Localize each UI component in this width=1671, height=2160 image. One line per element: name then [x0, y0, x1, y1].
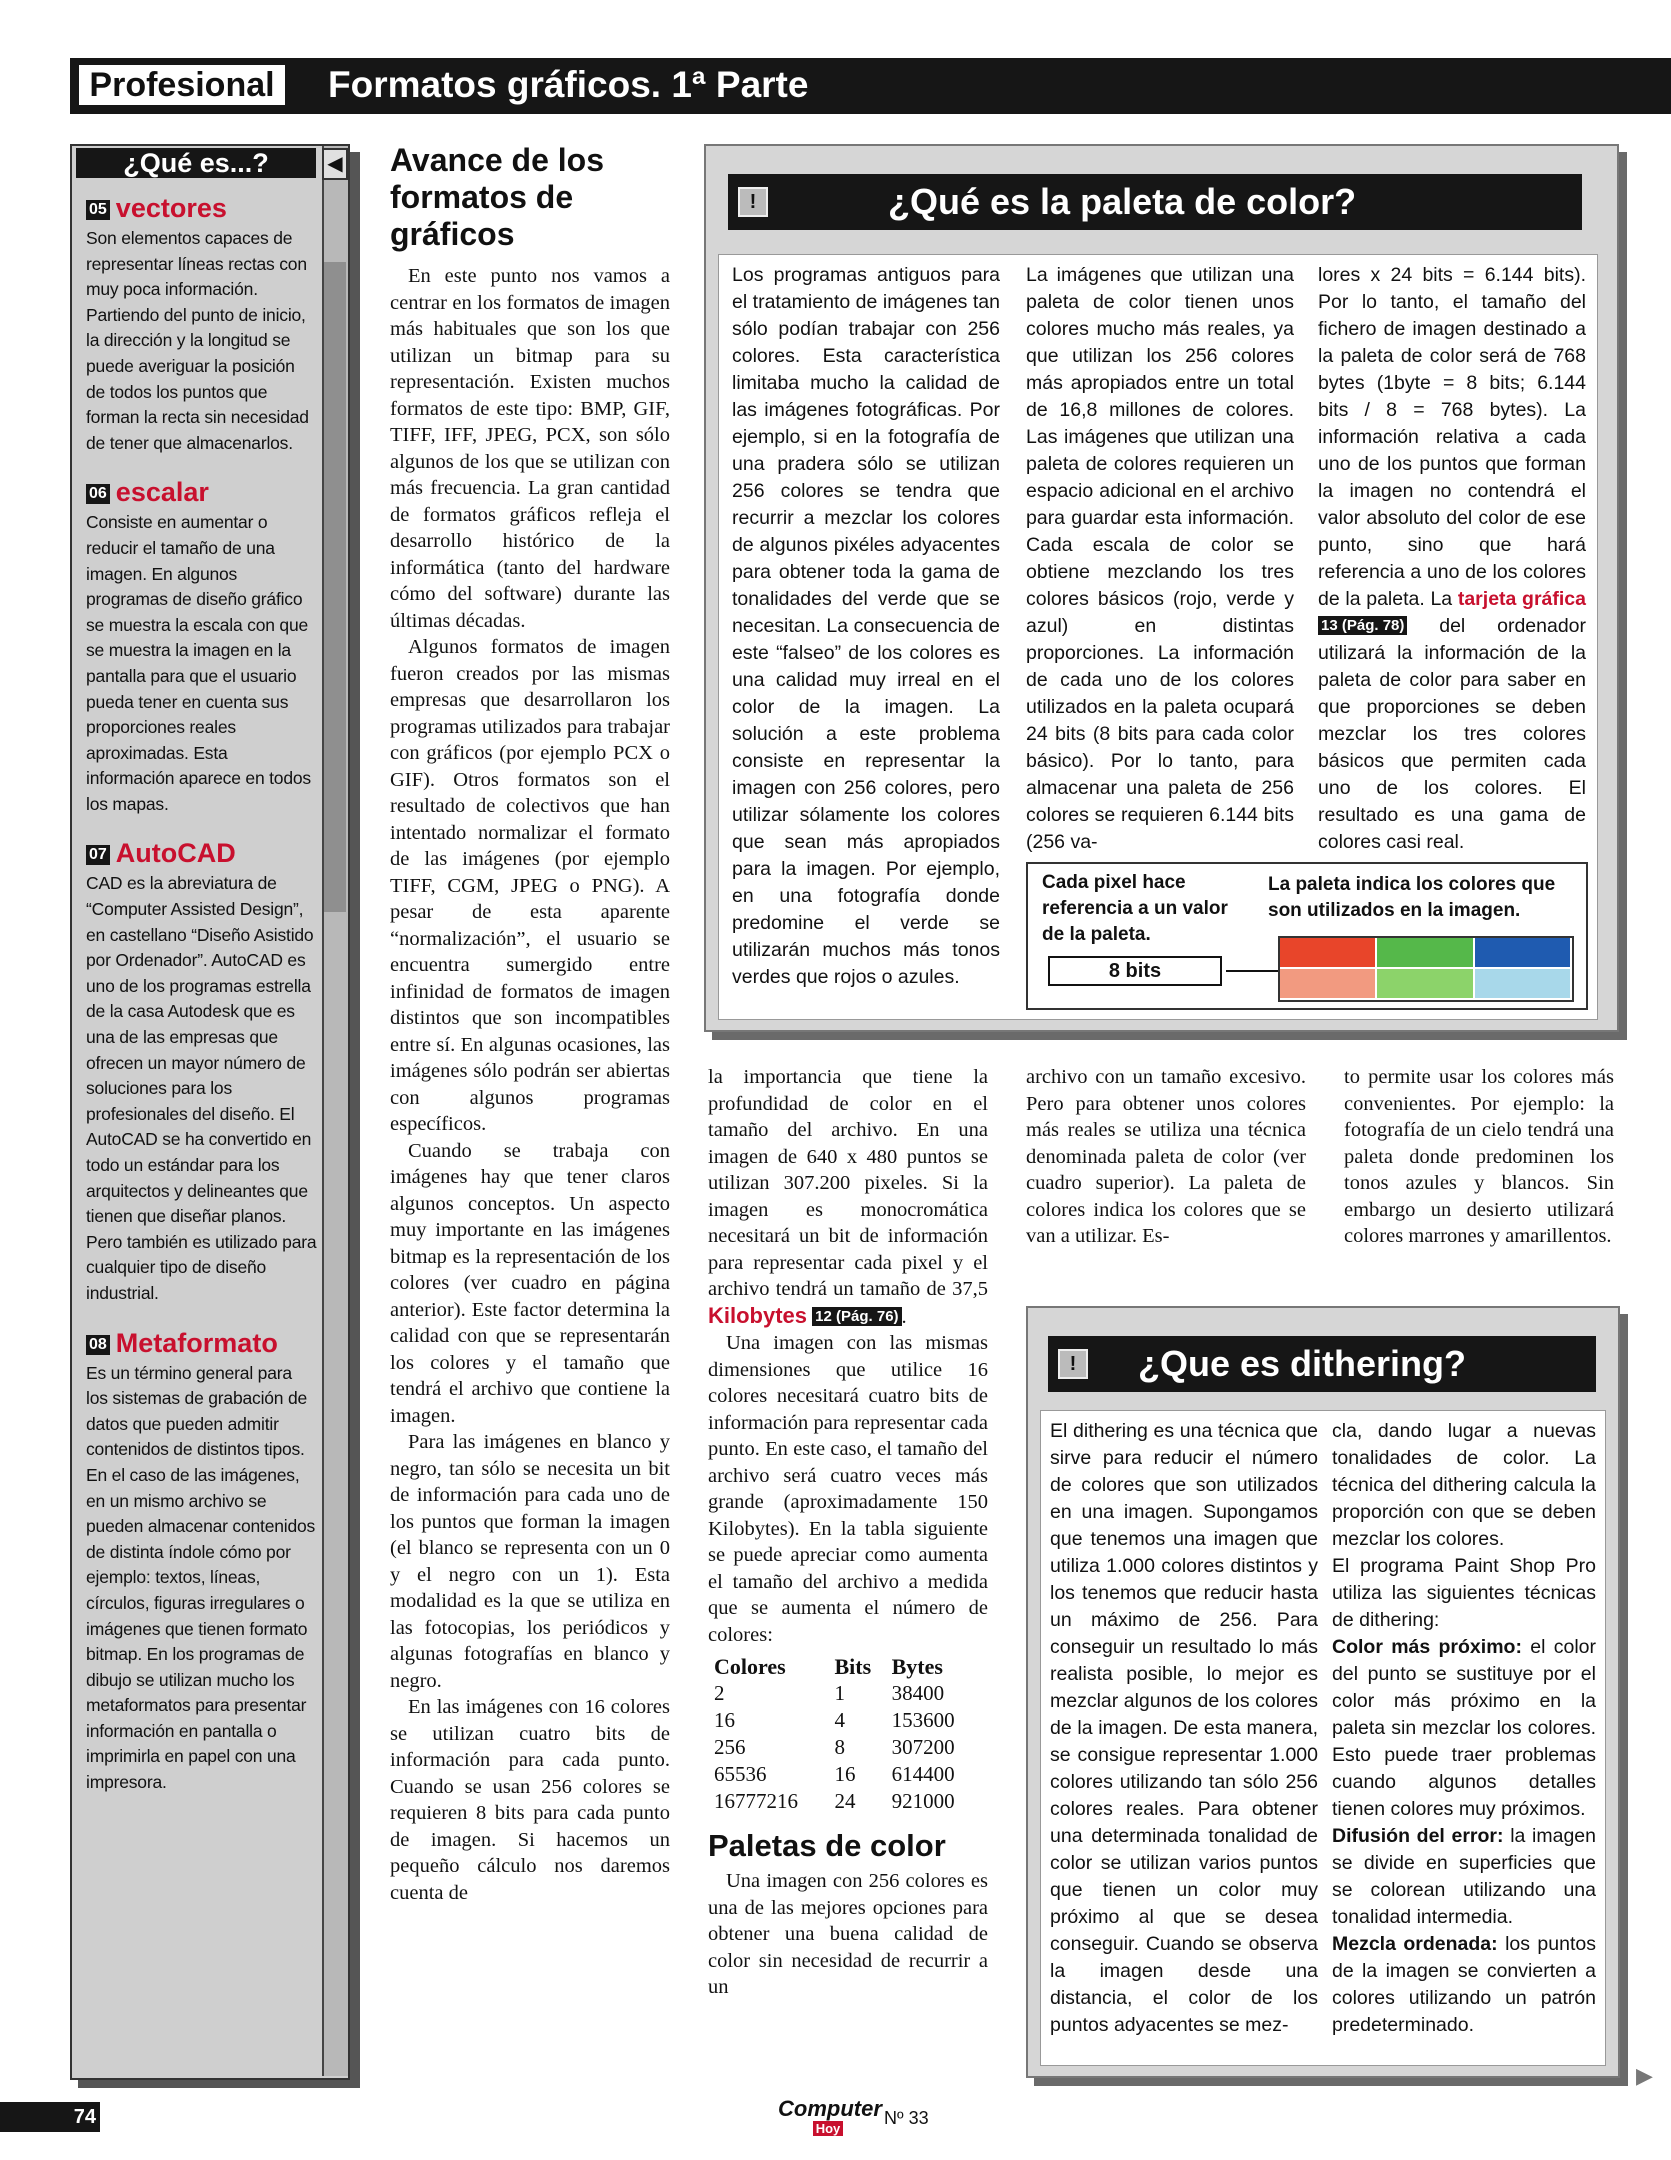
glossary-definition: Es un término general para los sistemas de grabación de datos que pueden admitir contenidos de distintos tipos. En el caso de las imágenes, en un mismo archivo se pueden almacenar contenidos de distinta índole cómo por ejemplo: textos, líneas, círculos, figuras irregulares o imágenes que tienen formato bitmap. En los programas de dibujo se utilizan mucho los metaformatos para presentar información en pantalla o imprimirla en papel con una impresora. — [86, 1362, 316, 1793]
table-row — [714, 1680, 984, 1707]
table-header: Bytes — [891, 1654, 943, 1679]
table-row — [714, 1761, 984, 1788]
paragraph: En las imágenes con 16 colores se utilizan cuatro bits de información para cada punto. Cuando se usan 256 colores se requieren 8 bits para cada punto de imagen. Si hacemos un pequeño cálculo nos daremos cuenta de — [390, 1696, 670, 1904]
table-cell: 921000 — [891, 1789, 955, 1813]
palette-swatch — [1377, 969, 1474, 1000]
palette-swatch — [1475, 938, 1572, 969]
palette-col-1: Los programas antiguos para el tratamiento de imágenes tan sólo podían trabajar con 256 colores. Esta característica limitaba mucho la calidad de las imágenes fotográficas. Por ejemplo, si en la fotografía de una pradera sólo se utilizan 256 colores se tendra que recurrir a mezclar los colores de algunos pixéles adyacentes para obtener toda la gama de tonalidades del verde que se necesitan. La consecuencia de este “falseo” de los colores es una calidad muy irreal en el color de la imagen. La solución a este problema consiste en representar la imagen con 256 colores, pero utilizar sólamente los colores que sean más apropiados para la imagen. Por ejemplo, en una fotografía donde predomine el verde se utilizarán muchos más tonos verdes que rojos o azules. — [732, 264, 1000, 988]
technique-name: Mezcla ordenada: — [1332, 1933, 1498, 1955]
glossary-number: 08 — [86, 1335, 110, 1355]
dithering-col-1: El dithering es una técnica que sirve para reducir el número de colores que son utilizados en una imagen. Supongamos que tenemos una imagen que utiliza 1.000 colores distintos y los tenemos que reducir hasta un máximo de 256. Para conseguir un resultado lo más realista posible, lo mejor es mezclar algunos de los colores de la imagen. De esta manera, se consigue representar 1.000 colores utilizando tan sólo 256 colores reales. Para obtener una determinada tonalidad de color se utilizan varios puntos que tienen un color muy próximo al que se desea conseguir. Cuando se observa la imagen desde una distancia, el color de los puntos adyacentes se mez- — [1050, 1420, 1318, 2036]
palette-swatch-grid — [1278, 936, 1574, 1002]
header-bar — [70, 58, 1671, 114]
table-cell: 16777216 — [714, 1789, 798, 1813]
table-cell: 1 — [834, 1681, 845, 1705]
paragraph: Cuando se trabaja con imágenes hay que tener claros algunos conceptos. Un aspecto muy importante en las imágenes bitmap es la representación de los colores (ver cuadro en página anterior). Este factor determina la calidad con que se representarán los colores y el tamaño que tendrá el archivo que contiene la imagen. — [390, 1139, 670, 1427]
technique-desc: los puntos de la imagen se convierten a colores utilizando un patrón predeterminado. — [1332, 1933, 1596, 2036]
palette-swatch — [1475, 969, 1572, 1000]
table-cell: 16 — [834, 1762, 856, 1786]
article-body — [390, 263, 670, 1906]
page-ref-badge: 13 (Pág. 78) — [1318, 616, 1407, 635]
dithering-technique — [1332, 1823, 1596, 1931]
palette-col-2: La imágenes que utilizan una paleta de color tienen unos colores mucho más reales, ya que utilizan los 256 colores más apropiados entre un total de 16,8 millones de colores. Las imágenes que utilizan una paleta de colores requieren un espacio adicional en el archivo para guardar esta información. Cada escala de color se obtiene mezclando los tres colores básicos (rojo, verde y azul) en distintas proporciones. La información de cada uno de los colores utilizados en la paleta ocupará 24 bits (8 bits para cada color básico). Por lo tanto, para almacenar una paleta de 256 colores se requieren 6.144 bits (256 va- — [1026, 264, 1294, 853]
dithering-text: El programa Paint Shop Pro utiliza las siguientes técnicas de dithering: — [1332, 1555, 1596, 1631]
paragraph: Una imagen con 256 colores es una de las mejores opciones para obtener una buena calidad de color sin necesidad de recurrir a un — [708, 1870, 988, 1998]
exclamation-icon: ! — [738, 187, 768, 217]
diagram-label-left: Cada pixel hace referencia a un valor de la paleta. — [1042, 872, 1228, 945]
glossary-number: 07 — [86, 845, 110, 865]
page-ref-badge: 12 (Pág. 76) — [812, 1307, 901, 1326]
table-cell: 307200 — [891, 1735, 955, 1759]
glossary-definition: Son elementos capaces de representar líneas rectas con muy poca información. Partiendo del punto de inicio, la dirección y la longitud se puede averiguar la posición de todos los puntos que forman la recta sin necesidad de tener que almacenarlos. — [86, 228, 309, 453]
table-cell: 38400 — [891, 1681, 945, 1705]
palette-col-3 — [1318, 262, 1586, 856]
table-cell: 24 — [834, 1789, 856, 1813]
glossary-item — [86, 1327, 318, 1796]
paragraph: la importancia que tiene la profundidad de color en el tamaño del archivo. En una imagen de 640 x 480 puntos se utilizan 307.200 pixeles. Si la imagen es monocromática necesitará un bit de información para representar cada pixel y el archivo tendrá un tamaño de 37,5 Kilobytes 12 (Pág. 76) . — [708, 1066, 988, 1328]
glossary-item — [86, 192, 318, 456]
paragraph: Para las imágenes en blanco y negro, tan sólo se necesita un bit de información para cada uno de los puntos que forman la imagen (el blanco se representa con un 0 y el negro con un 1). Esta modalidad es la que se utiliza en las fotocopias, los periódicos y algunas fotografías en blanco y negro. — [390, 1431, 670, 1692]
sidebar-scroll-thumb[interactable] — [324, 262, 346, 912]
tarjeta-grafica-link[interactable]: tarjeta gráfica — [1457, 588, 1586, 610]
glossary-definition: CAD es la abreviatura de “Computer Assisted Design”, en castellano “Diseño Asistido por Ordenador”. AutoCAD es uno de los programas estrella de la casa Autodesk que es una de las empresas que ofrecen un mayor número de soluciones para los profesionales del diseño. El AutoCAD se ha convertido en todo un estándar para los arquitectos y delineantes que tienen que diseñar planos. Pero también es utilizado para cualquier tipo de diseño industrial. — [86, 873, 317, 1303]
glossary-term: escalar — [115, 477, 209, 508]
table-cell: 8 — [834, 1735, 845, 1759]
logo-hoy: Hoy — [813, 2121, 844, 2136]
palette-swatch — [1280, 938, 1377, 969]
table-cell: 2 — [714, 1681, 725, 1705]
paragraph: Algunos formatos de imagen fueron creados por las mismas empresas que desarrollaron los programas utilizados para trabajar con gráficos (por ejemplo PCX o GIF). Otros formatos son el resultado de colectivos que han intentado normalizar el formato de las imágenes (por ejemplo TIFF, CGM, JPEG o PNG). A pesar de esta aparente “normalización”, el usuario se encuentra sumergido entre infinidad de formatos de imagen distintos que son incompatibles entre sí. En algunas ocasiones, las imágenes sólo podrán ser abiertas con algunos programas específicos. — [390, 636, 670, 1135]
table-cell: 614400 — [891, 1762, 955, 1786]
technique-desc: el color del punto se sustituye por el color más próximo en la paleta sin mezclar los colores. Esto puede traer problemas cuando algunos detalles tienen colores muy próximos. — [1332, 1636, 1596, 1820]
palette-swatch — [1377, 938, 1474, 969]
glossary-term: vectores — [115, 193, 227, 223]
next-page-arrow-icon[interactable]: ▶ — [1636, 2064, 1653, 2089]
exclamation-icon: ! — [1058, 1349, 1088, 1379]
section-tag: Profesional — [76, 62, 288, 108]
palette-box-title: ¿Qué es la paleta de color? — [888, 181, 1357, 222]
table-header: Colores — [714, 1654, 786, 1679]
paragraph-text: la importancia que tiene la profundidad de color en el tamaño del archivo. En una imagen de 640 x 480 puntos se utilizan 307.200 pixeles. Si la imagen es monocromática necesitará un bit de información para representar cada pixel y el archivo tendrá un tamaño de 37,5 — [708, 1066, 988, 1300]
glossary-term: AutoCAD — [115, 838, 236, 869]
dithering-box-title-bar — [1048, 1336, 1596, 1392]
article-column-1 — [390, 142, 670, 1906]
section-heading: Paletas de color — [708, 1828, 946, 1863]
bits-box: 8 bits — [1048, 956, 1222, 986]
kilobytes-link[interactable]: Kilobytes — [708, 1302, 808, 1328]
glossary-term: Metaformato — [115, 1327, 278, 1358]
table-cell: 256 — [714, 1735, 746, 1759]
palette-col-3-text: lores x 24 bits = 6.144 bits). Por lo tanto, el tamaño del fichero de imagen destinado a la paleta de color será de 768 bytes (1byte = 8 bits; 6.144 bits / 8 = 768 bytes). La información relativa a cada uno de los puntos que forman la imagen no contendrá el valor absoluto del color de ese punto, sino que hará referencia a uno de los colores de la paleta. La — [1318, 264, 1586, 610]
palette-swatch — [1280, 969, 1377, 1000]
table-row — [714, 1734, 984, 1761]
paragraph: Una imagen con las mismas dimensiones que utilice 16 colores necesitará cuatro bits de información para representar cada punto. En este caso, el tamaño del archivo será cuatro veces más grande (aproximadamente 150 Kilobytes). En la tabla siguiente se puede apreciar como aumenta el tamaño del archivo a medida que se aumenta el número de colores: — [708, 1332, 988, 1646]
issue-number: Nº 33 — [884, 2108, 929, 2128]
technique-name: Color más próximo: — [1332, 1636, 1522, 1658]
dithering-technique — [1332, 1931, 1596, 2039]
dithering-text: cla, dando lugar a nuevas tonalidades de color. La técnica del dithering calcula la proporción con que se deben mezclar los colores. — [1332, 1420, 1596, 1550]
table-cell: 4 — [834, 1708, 845, 1732]
table-cell: 16 — [714, 1708, 735, 1732]
table-row — [714, 1707, 984, 1734]
logo-computer: Computer — [778, 2096, 882, 2121]
sidebar-title: ¿Qué es...? — [76, 148, 316, 178]
table-row — [714, 1788, 984, 1815]
paragraph: En este punto nos vamos a centrar en los formatos de imagen más habituales que son los que utilizan un bitmap para su representación. Existen muchos formatos de este tipo: BMP, GIF, TIFF, IFF, JPEG, PCX, son sólo algunos de los que se utilizan con más frecuencia. La gran cantidad de formatos gráficos refleja el desarrollo histórico de la informática (tanto del hardware cómo del software) durante las últimas décadas. — [390, 265, 670, 632]
glossary-number: 05 — [86, 200, 110, 220]
dithering-technique — [1332, 1634, 1596, 1823]
technique-desc: la imagen se divide en superficies que se colorean utilizando una tonalidad intermedia. — [1332, 1825, 1596, 1928]
magazine-logo — [778, 2096, 882, 2138]
page-title: Formatos gráficos. 1ª Parte — [328, 64, 809, 105]
diagram-label-right: La paleta indica los colores que son utilizados en la imagen. — [1268, 874, 1556, 921]
glossary-definition: Consiste en aumentar o reducir el tamaño de una imagen. En algunos programas de diseño gráfico se muestra la escala con que se muestra la imagen en la pantalla para que el usuario pueda tener en cuenta sus proporciones reales aproximadas. Esta información aparece en todos los mapas. — [86, 512, 311, 814]
paragraph: to permite usar los colores más convenientes. Por ejemplo: la fotografía de un cielo tendrá una paleta donde predominen los tonos azules y blancos. Sin embargo un desierto utilizará colores marrones y amarillentos. — [1344, 1066, 1614, 1247]
glossary-item — [86, 476, 318, 817]
table-header: Bits — [834, 1654, 872, 1679]
dithering-box-title: ¿Que es dithering? — [1138, 1343, 1467, 1384]
table-cell: 153600 — [891, 1708, 955, 1732]
scroll-left-arrow-icon[interactable]: ◀ — [322, 148, 348, 180]
palette-col-3-text: del ordenador utilizará la información de la paleta de color para saber en que proporciones se deben mezclar los tres colores básicos que permiten cada uno de los colores. El resultado es una gama de colores casi real. — [1318, 615, 1587, 853]
article-column-3 — [1026, 1064, 1306, 1250]
article-heading: Avance de los formatos de gráficos — [390, 142, 605, 252]
technique-name: Difusión del error: — [1332, 1825, 1504, 1847]
color-size-table — [714, 1654, 984, 1815]
page-number: 74 — [0, 2102, 100, 2132]
palette-box-title-bar — [728, 174, 1582, 230]
dithering-col-2 — [1332, 1418, 1596, 2039]
paragraph: archivo con un tamaño excesivo. Pero para obtener unos colores más reales se utiliza una técnica denominada paleta de color (ver cuadro superior). La paleta de colores indica los colores que se van a utilizar. Es- — [1026, 1066, 1306, 1247]
table-cell: 65536 — [714, 1762, 767, 1786]
article-column-4 — [1344, 1064, 1614, 1250]
glossary-number: 06 — [86, 484, 110, 504]
glossary-list — [86, 192, 318, 1816]
article-column-2 — [708, 1064, 988, 2001]
palette-diagram — [1026, 862, 1588, 1010]
glossary-item — [86, 837, 318, 1306]
